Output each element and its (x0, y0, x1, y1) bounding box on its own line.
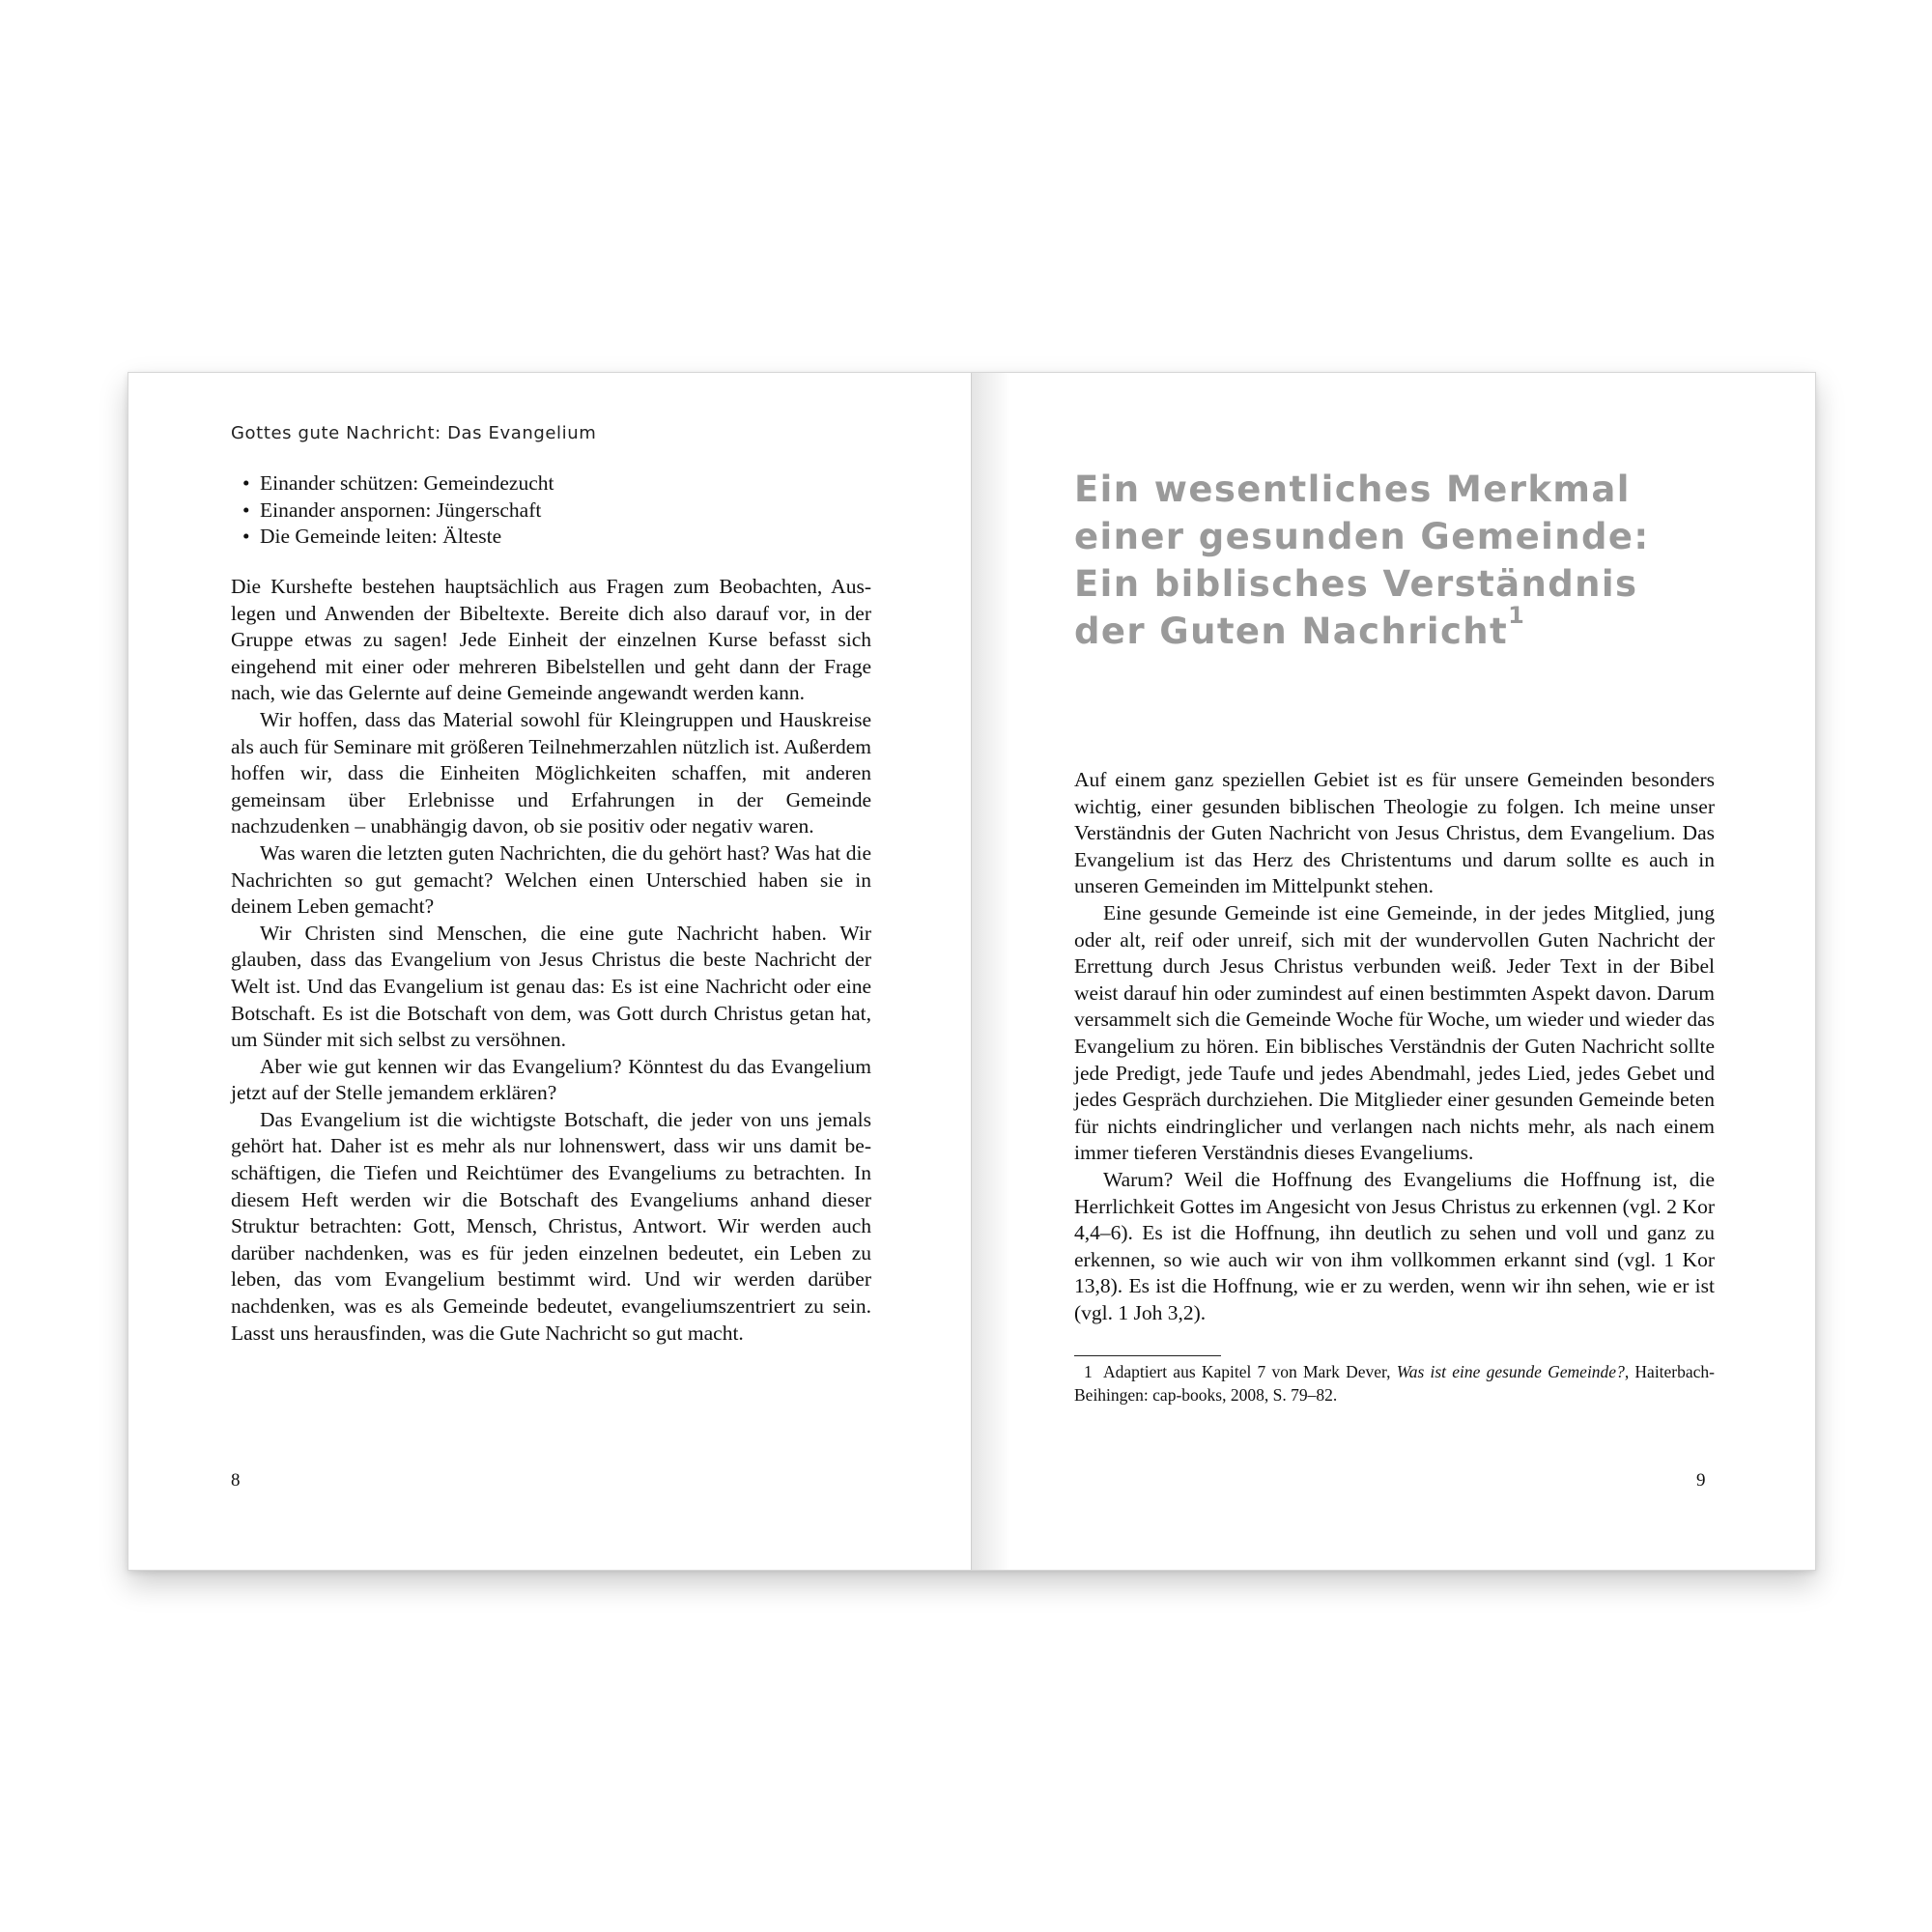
title-line-last (1074, 602, 1750, 655)
bullet-item (242, 470, 554, 497)
body-paragraph: Die Kurshefte bestehen hauptsächlich aus Fragen zum Beobachten, Auslegen und Anwenden der Bibeltexte. Bereite dich also darauf vor, in der Gruppe etwas zu sagen! Jede Einheit der einzelnen Kurse befasst sich eingehend mit einer oder mehreren Bibelstellen und geht dann der Frage nach, wie das Gelernte auf deine Gemeinde angewandt werden kann. (231, 575, 871, 705)
bullet-text: Einander anspornen: Jüngerschaft (260, 497, 542, 522)
bullet-icon: • (242, 471, 250, 495)
title-line: einer gesunden Gemeinde: (1074, 516, 1650, 557)
footnote-mark[interactable]: 1 (1508, 602, 1526, 629)
body-paragraph: Wir Christen sind Menschen, die eine gute Nachricht haben. Wir glauben, dass das Evangelium von Jesus Christus die beste Nachricht der Welt ist. Und das Evangelium ist genau das: Es ist eine Nachricht oder eine Botschaft. Es ist die Botschaft von dem, was Gott durch Christus getan hat, um Sünder mit sich selbst zu versöhnen. (231, 921, 871, 1052)
footnote-rule (1074, 1355, 1221, 1356)
chapter-title (1074, 466, 1750, 655)
gutter-shadow (972, 373, 1010, 1570)
title-line-text: der Guten Nachricht (1074, 611, 1509, 652)
body-paragraph: Das Evangelium ist die wichtigste Botschaft, die jeder von uns jemals gehört hat. Daher ist es mehr als nur lohnenswert, dass wir uns damit beschäftigen, die Tiefen und Reichtümer des Evangeliums zu betrachten. In diesem Heft werden wir die Botschaft des Evangeliums anhand dieser Struktur betrachten: Gott, Mensch, Christus, Antwort. Wir werden auch darüber nachdenken, was es für jeden einzelnen bedeutet, ein Leben zu leben, das vom Evangelium bestimmt wird. Und wir werden darüber nachdenken, was es als Gemeinde bedeutet, evangeliumszentriert zu sein. Lasst uns herausfinden, was die Gute Nachricht so gut macht. (231, 1107, 871, 1345)
body-paragraph: Aber wie gut kennen wir das Evangelium? Könntest du das Evangelium jetzt auf der Stelle jemandem erklären? (231, 1054, 871, 1105)
footnote-number: 1 (1084, 1362, 1093, 1381)
bullet-icon: • (242, 525, 250, 549)
left-body-text (231, 574, 871, 1347)
bullet-item (242, 524, 554, 551)
bullet-item (242, 497, 554, 525)
right-body-text (1074, 767, 1715, 1326)
bullet-text: Die Gemeinde leiten: Älteste (260, 525, 502, 549)
footnote-book-title: Was ist eine gesunde Gemeinde? (1396, 1362, 1625, 1381)
bullet-icon: • (242, 497, 250, 522)
footnote-text-after: , Haiterbach-Beihingen: cap-books, 2008, S. 79–82. (1074, 1362, 1715, 1405)
running-head: Gottes gute Nachricht: Das Evangelium (231, 423, 597, 443)
right-page (972, 373, 1815, 1570)
title-line: Ein wesentliches Merkmal (1074, 469, 1631, 510)
body-paragraph: Was waren die letzten guten Nachrichten, die du gehört hast? Was hat die Nachrichten so gut gemacht? Welchen einen Unterschied haben sie in deinem Leben gemacht? (231, 840, 871, 919)
body-paragraph: Eine gesunde Gemeinde ist eine Gemeinde, in der jedes Mitglied, jung oder alt, reif oder unreif, sich mit der wundervollen Guten Nachricht der Errettung durch Jesus Christus verbunden weiß. Jeder Text in der Bibel weist darauf hin oder zumindest auf einen bestimmten Aspekt davon. Darum versammelt sich die Gemeinde Woche für Woche, um wieder und wieder das Evangelium zu hören. Ein biblisches Verständnis der Guten Nachricht sollte jede Predigt, jede Taufe und jedes Abendmahl, jedes Lied, jedes Gebet und jedes Gespräch durchziehen. Die Mitglieder einer gesunden Gemeinde beten für nichts eindringlicher und verlangen nach nichts mehr, als nach einem immer tieferen Verständnis dieses Evangeliums. (1074, 900, 1715, 1165)
footnote (1074, 1360, 1715, 1406)
footnote-text-before: Adaptiert aus Kapitel 7 von Mark Dever, (1103, 1362, 1397, 1381)
body-paragraph: Warum? Weil die Hoffnung des Evangeliums die Hoffnung ist, die Herrlichkeit Gottes im Angesicht von Jesus Christus zu erkennen (vgl. 2 Kor 4,4–6). Es ist die Hoffnung, ihn deutlich zu sehen und voll und ganz zu erkennen, so wie auch wir von ihm vollkommen erkannt sind (vgl. 1 Kor 13,8). Es ist die Hoffnung, wie er zu werden, wenn wir ihn sehen, wie er ist (vgl. 1 Joh 3,2). (1074, 1167, 1715, 1324)
left-page (128, 373, 972, 1570)
title-line: Ein biblisches Verständnis (1074, 563, 1638, 605)
page-number: 9 (1696, 1470, 1706, 1491)
bullet-list (242, 470, 554, 551)
page-number: 8 (231, 1470, 241, 1491)
body-paragraph: Auf einem ganz speziellen Gebiet ist es für unsere Gemeinden besonders wichtig, einer gesunden biblischen Theologie zu folgen. Ich meine unser Verständnis der Guten Nachricht von Jesus Christus, dem Evangelium. Das Evangelium ist das Herz des Christentums und darum sollte es auch in unseren Gemeinden im Mittelpunkt stehen. (1074, 768, 1715, 898)
book-spread (128, 372, 1816, 1571)
body-paragraph: Wir hoffen, dass das Material sowohl für Kleingruppen und Hauskreise als auch für Seminare mit größeren Teilnehmerzahlen nützlich ist. Außerdem hoffen wir, dass die Einheiten Möglichkeiten schaffen, mit anderen gemeinsam über Erlebnisse und Erfahrungen in der Gemeinde nachzudenken – unabhängig davon, ob sie positiv oder negativ waren. (231, 707, 871, 838)
bullet-text: Einander schützen: Gemeindezucht (260, 471, 554, 495)
